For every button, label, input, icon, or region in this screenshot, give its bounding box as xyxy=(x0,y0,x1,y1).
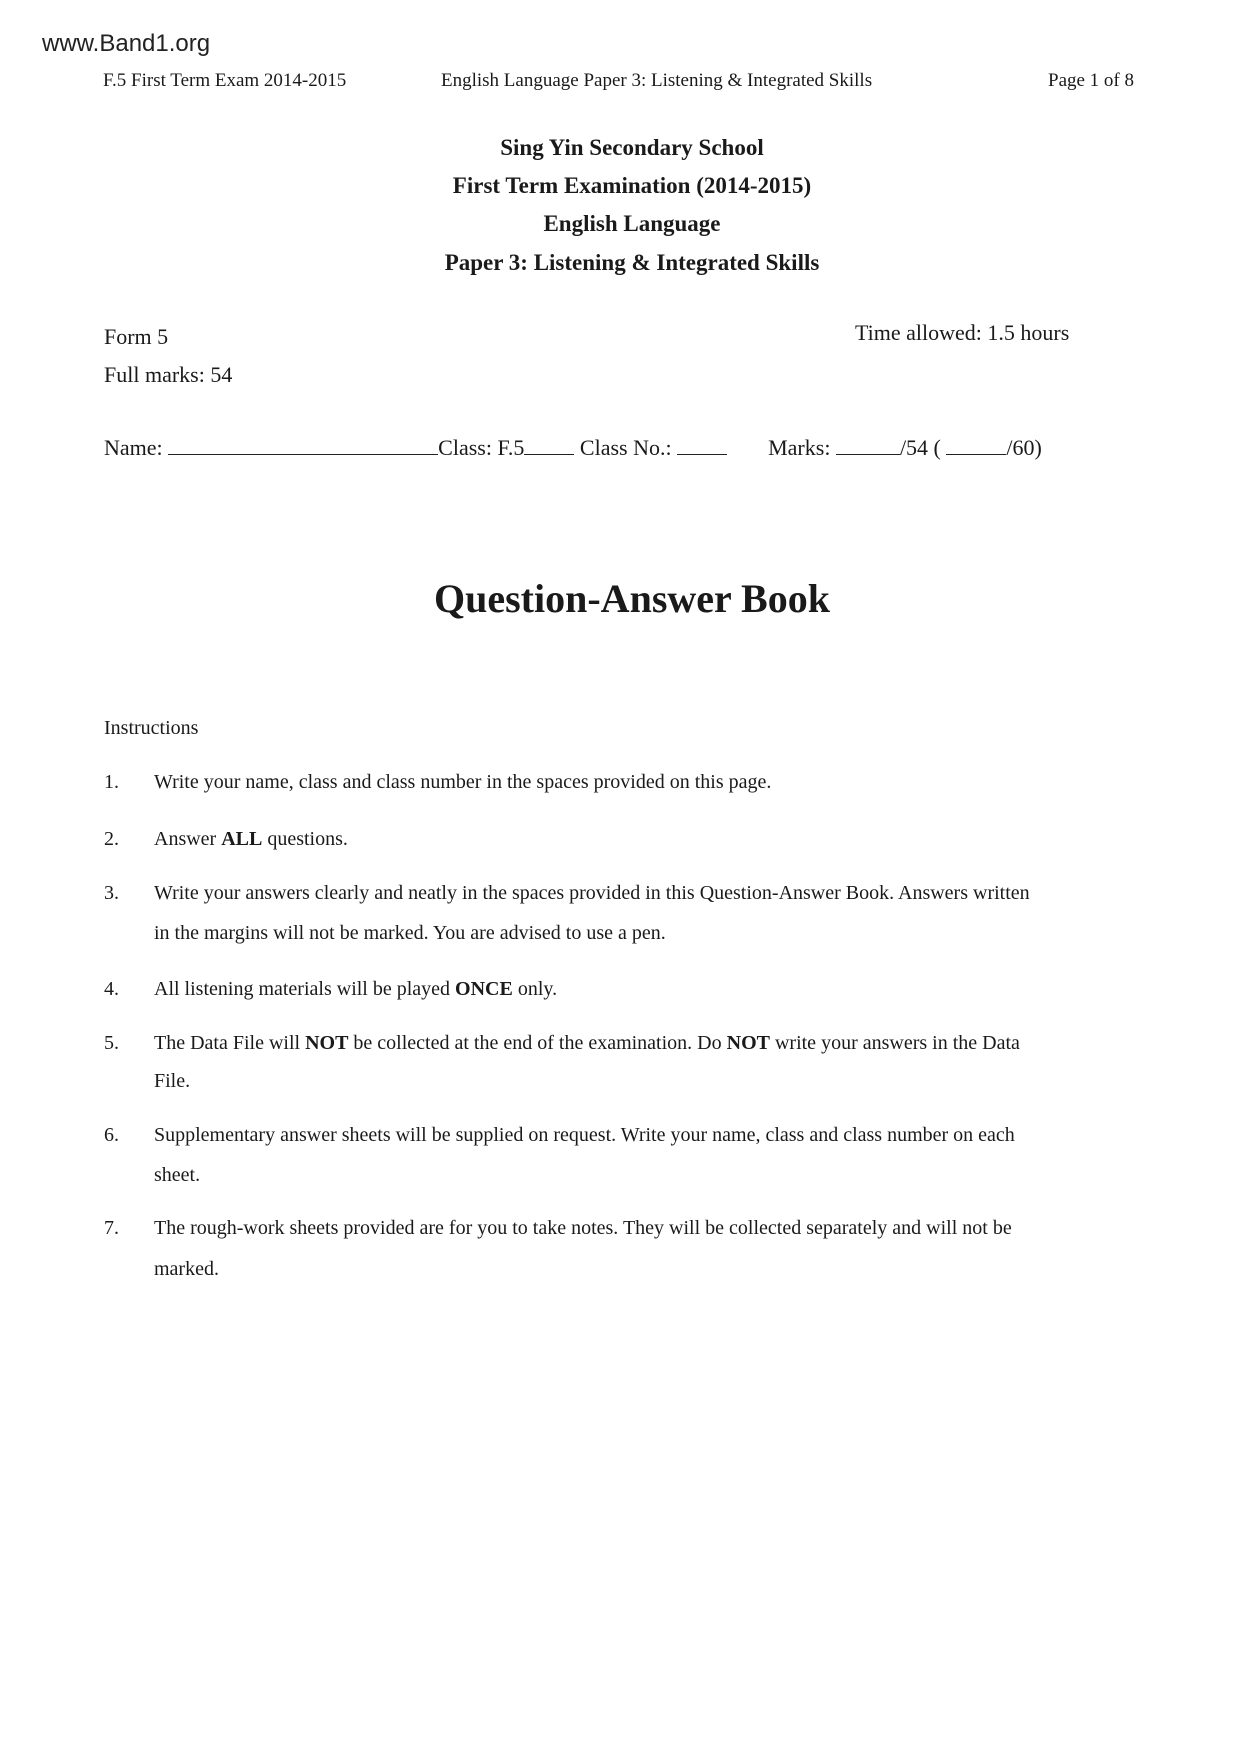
instruction-number: 7. xyxy=(104,1217,119,1239)
instruction-number: 2. xyxy=(104,828,119,850)
instruction-text: Write your answers clearly and neatly in the spaces provided in this Question-Answer Book. Answers written xyxy=(154,882,1030,904)
instruction-text: Write your name, class and class number in the spaces provided on this page. xyxy=(154,771,772,793)
form-label: Form 5 xyxy=(104,324,169,349)
school-name: Sing Yin Secondary School xyxy=(500,135,764,160)
marks-label: Marks: xyxy=(768,435,831,460)
time-allowed: Time allowed: 1.5 hours xyxy=(855,320,1070,345)
marks-60-field[interactable] xyxy=(946,436,1006,455)
header-exam: F.5 First Term Exam 2014-2015 xyxy=(103,70,347,91)
subject-title: English Language xyxy=(543,211,721,236)
marks-field[interactable] xyxy=(836,436,900,455)
instruction-text: marked. xyxy=(154,1258,219,1280)
marks-out-of-54: /54 ( xyxy=(899,435,941,460)
instructions-heading: Instructions xyxy=(104,717,199,739)
header-page-number: Page 1 of 8 xyxy=(1048,70,1135,91)
class-no-field[interactable] xyxy=(677,436,727,455)
instruction-number: 6. xyxy=(104,1124,119,1146)
name-label: Name: xyxy=(104,435,163,460)
class-label: Class: F.5 xyxy=(438,435,525,460)
exam-title: First Term Examination (2014-2015) xyxy=(452,173,812,198)
instruction-number: 3. xyxy=(104,882,119,904)
instruction-text: File. xyxy=(154,1070,191,1092)
instruction-number: 1. xyxy=(104,771,119,793)
instruction-text: All listening materials will be played ONCE only. xyxy=(154,978,558,1000)
book-title: Question-Answer Book xyxy=(434,576,830,621)
instruction-text: The Data File will NOT be collected at the end of the examination. Do NOT write your answers in the Data xyxy=(154,1032,1020,1054)
marks-out-of-60: /60) xyxy=(1006,435,1042,460)
instruction-number: 5. xyxy=(104,1032,119,1054)
instruction-text: in the margins will not be marked. You are advised to use a pen. xyxy=(154,922,666,944)
paper-title: Paper 3: Listening & Integrated Skills xyxy=(444,250,820,275)
full-marks: Full marks: 54 xyxy=(104,362,233,387)
instruction-text: sheet. xyxy=(154,1164,201,1186)
watermark: www.Band1.org xyxy=(42,30,211,57)
student-fields xyxy=(104,435,1042,461)
instruction-number: 4. xyxy=(104,978,119,1000)
name-field[interactable] xyxy=(168,436,438,455)
class-field[interactable] xyxy=(524,436,574,455)
class-no-label: Class No.: xyxy=(579,435,672,460)
instruction-text: Supplementary answer sheets will be supplied on request. Write your name, class and class number on each xyxy=(154,1124,1015,1146)
header-paper: English Language Paper 3: Listening & Integrated Skills xyxy=(441,70,873,91)
instruction-text: Answer ALL questions. xyxy=(154,828,348,850)
instruction-text: The rough-work sheets provided are for you to take notes. They will be collected separately and will not be xyxy=(154,1217,1012,1239)
